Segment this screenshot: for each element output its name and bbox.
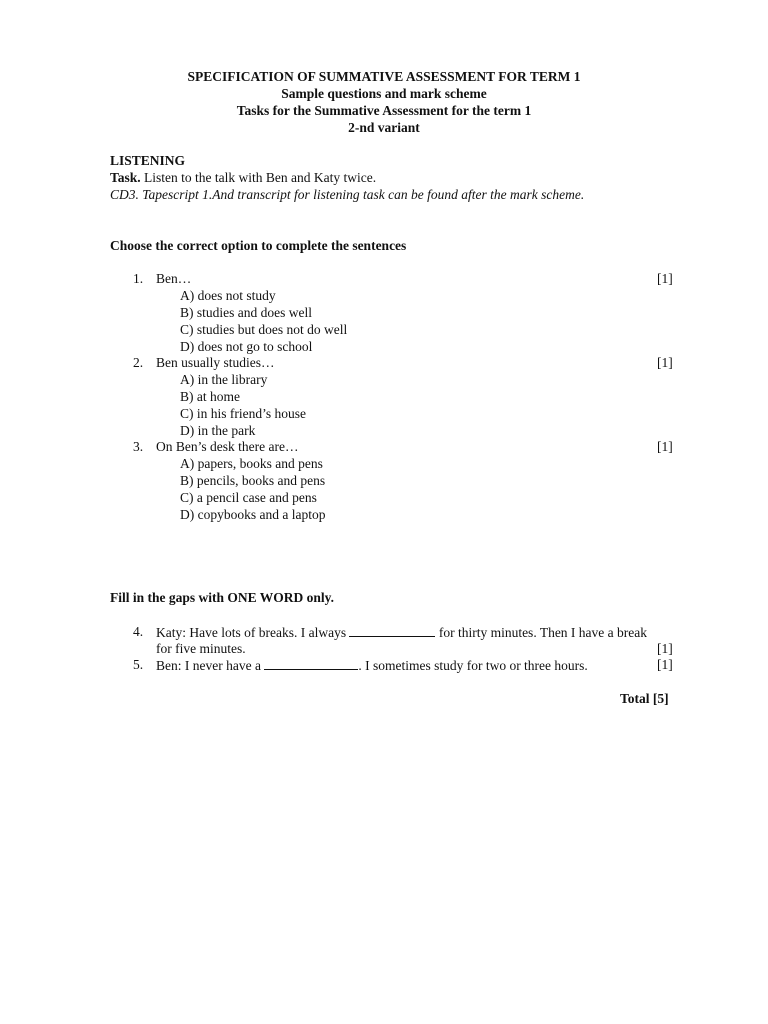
option-letter: C) (180, 406, 194, 421)
option-item (180, 490, 317, 506)
option-text: papers, books and pens (197, 456, 323, 471)
option-item (180, 456, 323, 472)
task-label: Task. (110, 170, 141, 185)
option-letter: D) (180, 423, 195, 438)
cd-note: CD3. Tapescript 1.And transcript for listening task can be found after the mark scheme. (110, 187, 585, 202)
doc-tasks-heading: Tasks for the Summative Assessment for the term 1 (236, 103, 532, 118)
option-item (180, 305, 312, 321)
option-letter: D) (180, 507, 195, 522)
listening-heading: LISTENING (110, 153, 186, 168)
option-letter: A) (180, 456, 195, 471)
question-mark: [1] (657, 271, 673, 286)
question-number: 1. (133, 271, 144, 286)
doc-title: SPECIFICATION OF SUMMATIVE ASSESSMENT FOR TERM 1 (187, 69, 581, 84)
option-text: a pencil case and pens (196, 490, 317, 505)
gap-question-line (156, 624, 647, 641)
option-letter: B) (180, 389, 194, 404)
option-text: does not go to school (197, 339, 313, 354)
option-item (180, 406, 306, 422)
gap-text-before: Katy: Have lots of breaks. I always (156, 625, 347, 640)
answer-gap (349, 624, 435, 637)
option-letter: B) (180, 473, 194, 488)
task-text: Listen to the talk with Ben and Katy twice. (144, 170, 377, 185)
option-text: in the park (197, 423, 256, 438)
option-letter: B) (180, 305, 194, 320)
option-item (180, 339, 312, 355)
doc-variant: 2-nd variant (348, 120, 420, 135)
gap-text-before: Ben: I never have a (156, 658, 261, 673)
option-letter: C) (180, 490, 194, 505)
option-text: at home (196, 389, 240, 404)
question-text: Ben… (156, 271, 192, 286)
option-text: in the library (197, 372, 268, 387)
question-number: 4. (133, 624, 144, 639)
option-letter: C) (180, 322, 194, 337)
option-letter: A) (180, 372, 195, 387)
option-item (180, 507, 325, 523)
gap-question-continuation: for five minutes. (156, 641, 246, 656)
option-item (180, 322, 347, 338)
option-letter: A) (180, 288, 195, 303)
option-item (180, 288, 276, 304)
question-number: 3. (133, 439, 144, 454)
option-text: pencils, books and pens (196, 473, 326, 488)
option-text: in his friend’s house (196, 406, 306, 421)
doc-subtitle: Sample questions and mark scheme (281, 86, 487, 101)
option-item (180, 389, 240, 405)
gap-text-after: for thirty minutes. Then I have a break (438, 625, 648, 640)
option-text: studies and does well (196, 305, 312, 320)
total-score: Total [5] (620, 691, 669, 706)
question-text: On Ben’s desk there are… (156, 439, 299, 454)
option-text: copybooks and a laptop (197, 507, 326, 522)
question-mark: [1] (657, 355, 673, 370)
question-mark: [1] (657, 657, 673, 672)
question-mark: [1] (657, 439, 673, 454)
question-mark: [1] (657, 641, 673, 656)
option-item (180, 372, 267, 388)
option-text: studies but does not do well (196, 322, 348, 337)
section2-instruction: Fill in the gaps with ONE WORD only. (110, 590, 335, 605)
gap-question-line (156, 657, 588, 674)
option-letter: D) (180, 339, 195, 354)
question-number: 2. (133, 355, 144, 370)
gap-text-after: . I sometimes study for two or three hours. (358, 658, 588, 673)
task-line (110, 170, 376, 186)
question-text: Ben usually studies… (156, 355, 275, 370)
option-item (180, 423, 255, 439)
option-text: does not study (197, 288, 276, 303)
option-item (180, 473, 325, 489)
answer-gap (264, 657, 358, 670)
section1-instruction: Choose the correct option to complete the sentences (110, 238, 407, 253)
question-number: 5. (133, 657, 144, 672)
